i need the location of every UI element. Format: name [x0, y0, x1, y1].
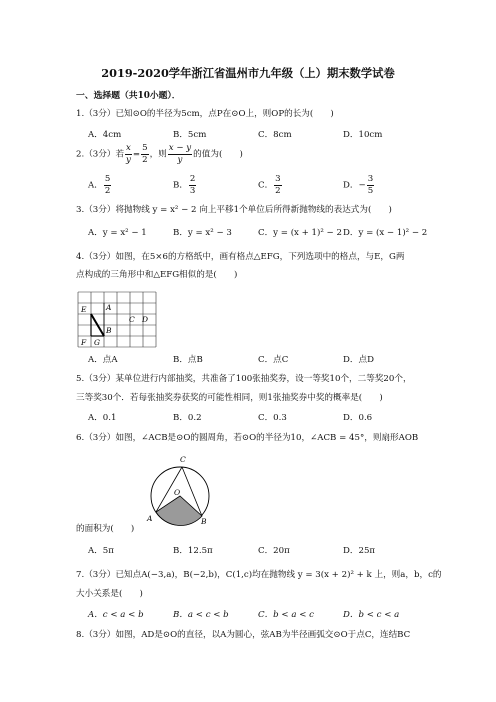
q8-stem-line1: 8.（3分）如图，AD是⊙O的直径，以A为圆心，弦AB为半径画弧交⊙O于点C，连结BC: [76, 630, 411, 640]
q7-options: [88, 610, 428, 624]
q1-options: [88, 130, 428, 144]
q4-option-b: B．点B: [173, 355, 203, 365]
q4-label-a: A: [106, 303, 112, 312]
q2-option-a-label: A．: [88, 180, 103, 191]
q2-f1-numerator: x: [126, 143, 131, 153]
q2-fraction-xy-over-y: [168, 144, 192, 164]
q2-prefix: 2.（3分）若: [76, 149, 125, 160]
q4-option-d: D．点D: [343, 355, 374, 365]
section-heading: 一、选择题（共10小题）．: [76, 91, 181, 101]
q2-suffix: 的值为( ): [193, 149, 243, 160]
q4-stem-line2: 点构成的三角形中和△EFG相似的是( ): [76, 270, 238, 280]
q7-option-d: D．b < c < a: [343, 610, 400, 620]
q2-option-c-label: C．: [258, 180, 274, 191]
q2-b-den: 3: [189, 185, 196, 196]
q3-option-a: A．y = x² − 1: [88, 228, 147, 238]
q2-equals: =: [132, 149, 141, 160]
q2-c-den: 2: [275, 185, 281, 196]
q2-option-a: [88, 175, 112, 195]
q2-f2-numerator: 5: [142, 143, 148, 153]
q7-stem-line2: 大小关系是( ): [76, 589, 143, 599]
q6-stem-line1: 6.（3分）如图，∠ACB是⊙O的圆周角，若⊙O的半径为10，∠ACB = 45°，则扇形AOB: [76, 433, 419, 443]
q6-label-a: A: [147, 514, 153, 523]
q2-option-d: [343, 175, 375, 195]
q5-stem-line1: 5.（3分）某单位进行内部抽奖，共准备了100张抽奖券，设一等奖10个，二等奖20个，: [76, 374, 412, 384]
q2-b-num: 2: [189, 174, 196, 184]
q3-option-c: C．y = (x + 1)² − 2: [258, 228, 342, 238]
q4-grid-figure: [76, 290, 160, 352]
q1-stem: 1.（3分）已知⊙O的半径为5cm，点P在⊙O上，则OP的长为( ): [76, 109, 334, 119]
q4-options: [88, 355, 428, 369]
q5-options: [88, 413, 428, 427]
q4-triangle-efg: [91, 303, 104, 336]
q1-option-d: D．10cm: [343, 130, 383, 140]
q4-label-g: G: [94, 338, 100, 347]
q2-d-den: 5: [367, 185, 374, 196]
q7-option-b: B．a < c < b: [173, 610, 229, 620]
q6-stem-line2: 的面积为( ): [76, 524, 135, 534]
q4-label-d: D: [142, 315, 149, 324]
q2-a-num: 5: [104, 174, 111, 184]
q2-fraction-x-over-y: [125, 144, 132, 164]
q7-option-a: A．c < a < b: [88, 610, 144, 620]
q2-c-num: 3: [275, 174, 281, 184]
q6-circle-figure: [142, 450, 216, 534]
q6-options: [88, 546, 428, 560]
q7-stem-line1: 7.（3分）已知点A(−3,a)，B(−2,b)，C(1,c)均在抛物线 y = 3(x + 2)² + k 上，则a，b，c的: [76, 570, 442, 580]
q1-option-b: B．5cm: [173, 130, 207, 140]
q2-f3-denominator: y: [177, 154, 183, 165]
q4-label-b: B: [106, 326, 112, 335]
q3-option-b: B．y = x² − 3: [173, 228, 232, 238]
q2-options: [88, 174, 428, 196]
q2-option-b-fraction: [189, 175, 196, 195]
q5-option-c: C．0.3: [258, 413, 287, 423]
q3-option-d: D．y = (x − 1)² − 2: [343, 228, 428, 238]
q6-option-d: D．25π: [343, 546, 376, 556]
q6-label-c: C: [180, 455, 186, 464]
q4-label-e: E: [81, 305, 87, 314]
q5-option-d: D．0.6: [343, 413, 373, 423]
q7-option-c: C．b < a < c: [258, 610, 314, 620]
q2-option-d-label: D．−: [343, 180, 366, 191]
q4-option-a: A．点A: [88, 355, 118, 365]
q3-stem: 3.（3分）将抛物线 y = x² − 2 向上平移1个单位后所得新抛物线的表达式为( ): [76, 205, 392, 215]
q4-label-c: C: [129, 315, 135, 324]
page-title: 2019-2020学年浙江省温州市九年级（上）期末数学试卷: [101, 66, 395, 80]
q3-options: [88, 228, 428, 242]
q2-option-b: [173, 175, 197, 195]
q2-option-c-fraction: [274, 175, 281, 195]
q2-stem: [76, 144, 426, 164]
q1-option-a: A．4cm: [88, 130, 122, 140]
q2-mid: ，则: [149, 149, 167, 160]
q4-label-f: F: [81, 338, 87, 347]
q2-f1-denominator: y: [126, 154, 131, 165]
q2-f2-denominator: 2: [142, 154, 148, 165]
q2-option-d-fraction: [367, 175, 374, 195]
q2-a-den: 2: [104, 185, 111, 196]
q5-stem-line2: 三等奖30个．若每张抽奖券获奖的可能性相同，则1张抽奖券中奖的概率是( ): [76, 393, 383, 403]
q5-option-a: A．0.1: [88, 413, 117, 423]
q2-option-b-label: B．: [173, 180, 188, 191]
q4-option-c: C．点C: [258, 355, 289, 365]
q6-option-c: C．20π: [258, 546, 290, 556]
q4-stem-line1: 4.（3分）如图，在5×6的方格纸中，画有格点△EFG，下列选项中的格点，与E，G两: [76, 252, 405, 262]
q2-d-num: 3: [367, 174, 374, 184]
q2-fraction-5-over-2: [141, 144, 148, 164]
q6-option-a: A．5π: [88, 546, 114, 556]
q6-option-b: B．12.5π: [173, 546, 213, 556]
q2-option-a-fraction: [104, 175, 111, 195]
q6-label-b: B: [201, 517, 207, 526]
q1-option-c: C．8cm: [258, 130, 292, 140]
q2-option-c: [258, 175, 283, 195]
q5-option-b: B．0.2: [173, 413, 202, 423]
q2-f3-numerator: x − y: [168, 143, 192, 153]
q6-label-o: O: [174, 488, 181, 497]
